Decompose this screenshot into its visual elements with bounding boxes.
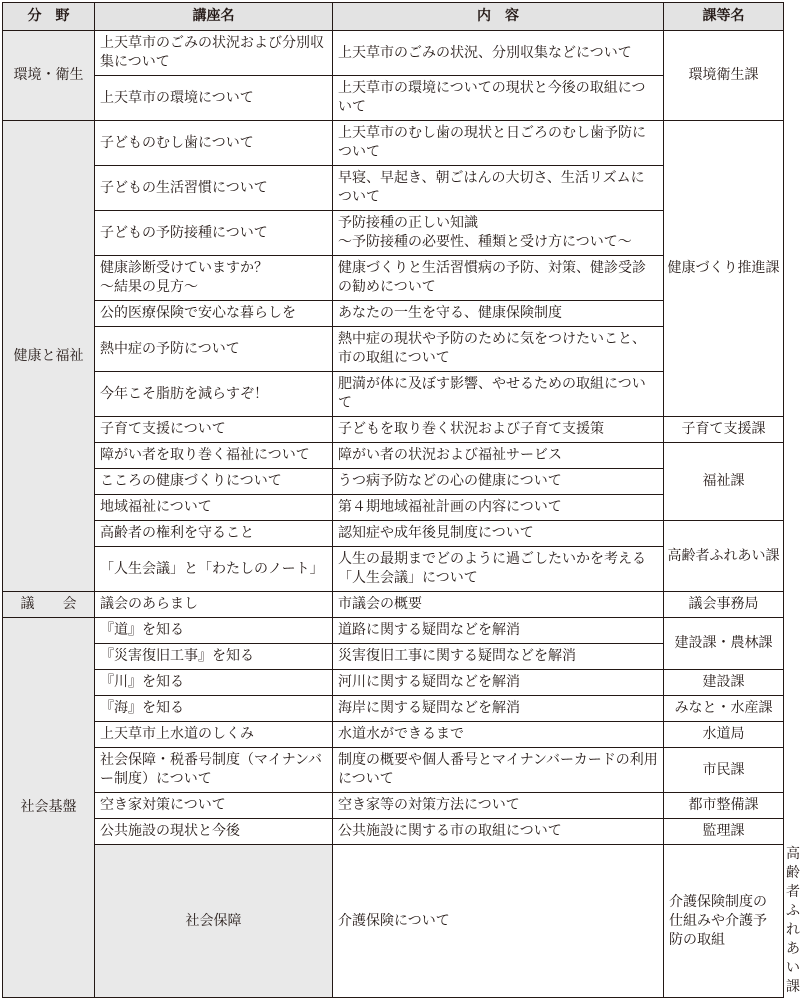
content-cell: あなたの一生を守る、健康保険制度 (333, 301, 664, 327)
header-dept: 課等名 (664, 3, 784, 31)
content-cell: 子どもを取り巻く状況および子育て支援策 (333, 417, 664, 443)
header-content: 内 容 (333, 3, 664, 31)
content-cell: 早寝、早起き、朝ごはんの大切さ、生活リズムについて (333, 166, 664, 211)
content-cell: 人生の最期までどのように過ごしたいかを考える「人生会議」について (333, 547, 664, 592)
content-cell: 第４期地域福祉計画の内容について (333, 495, 664, 521)
content-cell: 災害復旧工事に関する疑問などを解消 (333, 644, 664, 670)
course-cell: 障がい者を取り巻く福祉について (95, 443, 333, 469)
content-cell: 上天草市のむし歯の現状と日ごろのむし歯予防について (333, 121, 664, 166)
course-cell: 公共施設の現状と今後 (95, 819, 333, 845)
course-cell: こころの健康づくりについて (95, 469, 333, 495)
header-field: 分 野 (3, 3, 95, 31)
course-cell: 社会保障・税番号制度（マイナンバー制度）について (95, 748, 333, 793)
table-row: 社会保障 介護保険について 介護保険制度の仕組みや介護予防の取組 高齢者ふれあい課 (3, 845, 784, 998)
field-cell: 環境・衛生 (3, 31, 95, 121)
content-cell: 水道水ができるまで (333, 722, 664, 748)
dept-cell: 水道局 (664, 722, 784, 748)
lecture-table (2, 2, 800, 998)
course-cell: 公的医療保険で安心な暮らしを (95, 301, 333, 327)
course-cell: 子育て支援について (95, 417, 333, 443)
course-cell: 今年こそ脂肪を減らすぞ！ (95, 372, 333, 417)
content-cell: 市議会の概要 (333, 592, 664, 618)
dept-cell: みなと・水産課 (664, 696, 784, 722)
dept-cell: 監理課 (664, 819, 784, 845)
table-row (3, 121, 784, 166)
table-row (3, 592, 784, 618)
dept-cell: 議会事務局 (664, 592, 784, 618)
content-cell: 予防接種の正しい知識 ～予防接種の必要性、種類と受け方について～ (333, 211, 664, 256)
course-cell: 高齢者の権利を守ること (95, 521, 333, 547)
content-cell: 海岸に関する疑問などを解消 (333, 696, 664, 722)
content-cell: 認知症や成年後見制度について (333, 521, 664, 547)
table-row (3, 521, 784, 547)
table-row (3, 417, 784, 443)
course-cell: 子どもの生活習慣について (95, 166, 333, 211)
field-cell: 社会保障 (95, 845, 333, 998)
dept-cell: 高齢者ふれあい課 (664, 521, 784, 592)
course-cell: 地域福祉について (95, 495, 333, 521)
field-cell: 健康と福祉 (3, 121, 95, 592)
course-cell: 「人生会議」と「わたしのノート」 (95, 547, 333, 592)
dept-cell: 福祉課 (664, 443, 784, 521)
field-cell: 議 会 (3, 592, 95, 618)
dept-cell: 健康づくり推進課 (664, 121, 784, 417)
content-cell: 道路に関する疑問などを解消 (333, 618, 664, 644)
header-course: 講座名 (95, 3, 333, 31)
table-row (3, 618, 784, 644)
content-cell: 熱中症の現状や予防のために気をつけたいこと、市の取組について (333, 327, 664, 372)
table-row (3, 793, 784, 819)
content-cell: うつ病予防などの心の健康について (333, 469, 664, 495)
content-cell: 公共施設に関する市の取組について (333, 819, 664, 845)
dept-cell: 建設課 (664, 670, 784, 696)
dept-cell: 環境衛生課 (664, 31, 784, 121)
table-row (3, 748, 784, 793)
table-row (3, 443, 784, 469)
dept-cell: 建設課・農林課 (664, 618, 784, 670)
table-row (3, 670, 784, 696)
course-cell: 『道』を知る (95, 618, 333, 644)
table-row (3, 819, 784, 845)
course-cell: 空き家対策について (95, 793, 333, 819)
dept-cell: 市民課 (664, 748, 784, 793)
content-cell: 制度の概要や個人番号とマイナンバーカードの利用について (333, 748, 664, 793)
course-cell: 子どもの予防接種について (95, 211, 333, 256)
course-cell: 議会のあらまし (95, 592, 333, 618)
content-cell: 障がい者の状況および福祉サービス (333, 443, 664, 469)
course-cell: 健康診断受けていますか？ ～結果の見方～ (95, 256, 333, 301)
field-cell: 社会基盤 (3, 618, 95, 998)
course-cell: 子どものむし歯について (95, 121, 333, 166)
content-cell: 空き家等の対策方法について (333, 793, 664, 819)
table-row (3, 696, 784, 722)
course-cell: 『川』を知る (95, 670, 333, 696)
dept-cell: 都市整備課 (664, 793, 784, 819)
course-cell: 『災害復旧工事』を知る (95, 644, 333, 670)
content-cell: 介護保険制度の仕組みや介護予防の取組 (664, 845, 784, 998)
course-cell: 『海』を知る (95, 696, 333, 722)
table-header-row (3, 3, 784, 31)
table-row (3, 722, 784, 748)
course-cell: 上天草市のごみの状況および分別収集について (95, 31, 333, 76)
course-cell: 上天草市上水道のしくみ (95, 722, 333, 748)
content-cell: 上天草市の環境についての現状と今後の取組について (333, 76, 664, 121)
course-cell: 上天草市の環境について (95, 76, 333, 121)
course-cell: 熱中症の予防について (95, 327, 333, 372)
table-row (3, 31, 784, 76)
content-cell: 健康づくりと生活習慣病の予防、対策、健診受診の勧めについて (333, 256, 664, 301)
dept-cell: 子育て支援課 (664, 417, 784, 443)
content-cell: 上天草市のごみの状況、分別収集などについて (333, 31, 664, 76)
content-cell: 河川に関する疑問などを解消 (333, 670, 664, 696)
content-cell: 肥満が体に及ぼす影響、やせるための取組について (333, 372, 664, 417)
course-cell: 介護保険について (333, 845, 664, 998)
